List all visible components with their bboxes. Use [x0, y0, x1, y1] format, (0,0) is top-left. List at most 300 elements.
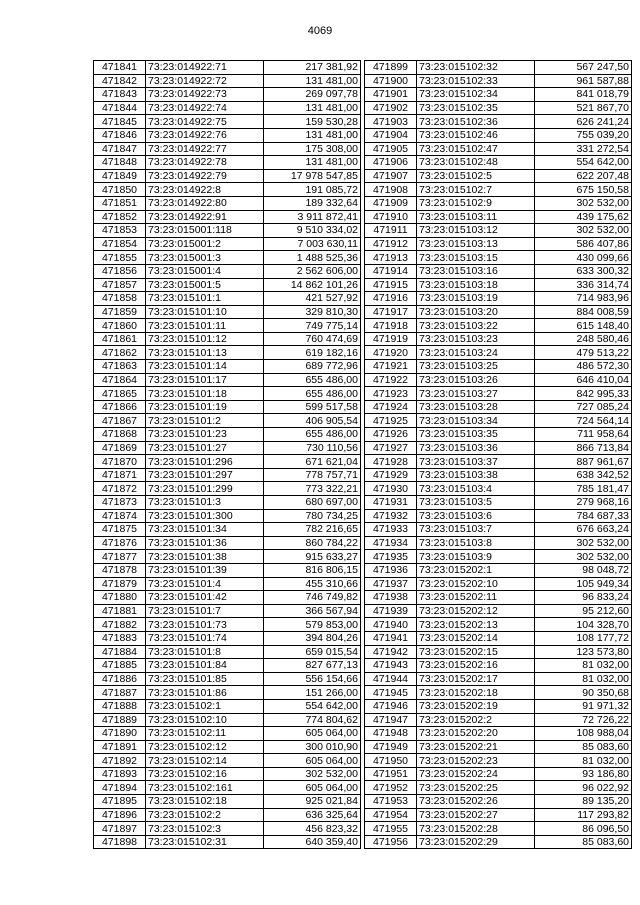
row-number-cell: 471873: [94, 496, 146, 510]
table-row: [94, 169, 361, 183]
value-cell: 85 083,60: [535, 740, 632, 754]
cadastral-number-cell: 73:23:015001:3: [146, 251, 264, 265]
value-cell: 456 823,32: [264, 822, 361, 836]
row-number-cell: 471933: [365, 523, 417, 537]
table-row: [94, 305, 361, 319]
table-row: [365, 224, 632, 238]
cadastral-number-cell: 73:23:015102:48: [417, 156, 535, 170]
cadastral-number-cell: 73:23:015202:21: [417, 740, 535, 754]
value-cell: 104 328,70: [535, 618, 632, 632]
row-number-cell: 471859: [94, 305, 146, 319]
cadastral-number-cell: 73:23:015103:28: [417, 400, 535, 414]
value-cell: 785 181,47: [535, 482, 632, 496]
value-cell: 773 322,21: [264, 482, 361, 496]
table-row: [365, 319, 632, 333]
row-number-cell: 471864: [94, 373, 146, 387]
table-row: [365, 713, 632, 727]
table-row: [94, 699, 361, 713]
row-number-cell: 471942: [365, 645, 417, 659]
cadastral-number-cell: 73:23:015101:296: [146, 455, 264, 469]
row-number-cell: 471907: [365, 169, 417, 183]
cadastral-number-cell: 73:23:015101:3: [146, 496, 264, 510]
value-cell: 866 713,84: [535, 441, 632, 455]
table-row: [94, 536, 361, 550]
row-number-cell: 471899: [365, 61, 417, 75]
row-number-cell: 471844: [94, 101, 146, 115]
table-row: [94, 88, 361, 102]
cadastral-number-cell: 73:23:014922:76: [146, 128, 264, 142]
cadastral-number-cell: 73:23:015102:3: [146, 822, 264, 836]
value-cell: 638 342,52: [535, 468, 632, 482]
row-number-cell: 471935: [365, 550, 417, 564]
table-row: [365, 672, 632, 686]
cadastral-number-cell: 73:23:014922:78: [146, 156, 264, 170]
table-row: [365, 468, 632, 482]
row-number-cell: 471938: [365, 591, 417, 605]
cadastral-number-cell: 73:23:015101:1: [146, 292, 264, 306]
value-cell: 269 097,78: [264, 88, 361, 102]
value-cell: 430 099,66: [535, 251, 632, 265]
value-cell: 887 961,67: [535, 455, 632, 469]
table-row: [94, 672, 361, 686]
cadastral-number-cell: 73:23:015103:34: [417, 414, 535, 428]
table-row: [94, 686, 361, 700]
value-cell: 81 032,00: [535, 659, 632, 673]
table-row: [365, 183, 632, 197]
table-row: [365, 767, 632, 781]
cadastral-number-cell: 73:23:015202:20: [417, 727, 535, 741]
row-number-cell: 471940: [365, 618, 417, 632]
row-number-cell: 471903: [365, 115, 417, 129]
value-cell: 884 008,59: [535, 305, 632, 319]
row-number-cell: 471909: [365, 196, 417, 210]
cadastral-number-cell: 73:23:015103:6: [417, 509, 535, 523]
cadastral-number-cell: 73:23:015103:15: [417, 251, 535, 265]
value-cell: 108 988,04: [535, 727, 632, 741]
row-number-cell: 471892: [94, 754, 146, 768]
row-number-cell: 471937: [365, 577, 417, 591]
table-row: [94, 808, 361, 822]
row-number-cell: 471895: [94, 795, 146, 809]
table-row: [365, 618, 632, 632]
value-cell: 626 241,24: [535, 115, 632, 129]
value-cell: 659 015,54: [264, 645, 361, 659]
row-number-cell: 471887: [94, 686, 146, 700]
cadastral-number-cell: 73:23:015102:18: [146, 795, 264, 809]
cadastral-number-cell: 73:23:015101:84: [146, 659, 264, 673]
value-cell: 714 983,96: [535, 292, 632, 306]
table-row: [94, 482, 361, 496]
cadastral-number-cell: 73:23:015101:36: [146, 536, 264, 550]
table-row: [94, 441, 361, 455]
cadastral-number-cell: 73:23:015103:24: [417, 346, 535, 360]
value-cell: 2 562 606,00: [264, 264, 361, 278]
value-cell: 439 175,62: [535, 210, 632, 224]
cadastral-number-cell: 73:23:015102:161: [146, 781, 264, 795]
table-row: [365, 210, 632, 224]
cadastral-number-cell: 73:23:015101:18: [146, 387, 264, 401]
row-number-cell: 471928: [365, 455, 417, 469]
value-cell: 89 135,20: [535, 795, 632, 809]
row-number-cell: 471918: [365, 319, 417, 333]
row-number-cell: 471946: [365, 699, 417, 713]
value-cell: 131 481,00: [264, 156, 361, 170]
table-row: [365, 591, 632, 605]
cadastral-number-cell: 73:23:015102:32: [417, 61, 535, 75]
cadastral-number-cell: 73:23:015103:23: [417, 332, 535, 346]
table-row: [365, 373, 632, 387]
cadastral-number-cell: 73:23:015103:20: [417, 305, 535, 319]
table-row: [365, 496, 632, 510]
value-cell: 774 804,62: [264, 713, 361, 727]
cadastral-number-cell: 73:23:015101:23: [146, 428, 264, 442]
table-row: [94, 61, 361, 75]
cadastral-number-cell: 73:23:015202:11: [417, 591, 535, 605]
row-number-cell: 471949: [365, 740, 417, 754]
value-cell: 841 018,79: [535, 88, 632, 102]
row-number-cell: 471915: [365, 278, 417, 292]
row-number-cell: 471947: [365, 713, 417, 727]
value-cell: 455 310,66: [264, 577, 361, 591]
page-number: 4069: [307, 25, 333, 37]
value-cell: 421 527,92: [264, 292, 361, 306]
table-row: [365, 645, 632, 659]
cadastral-number-cell: 73:23:015101:13: [146, 346, 264, 360]
row-number-cell: 471862: [94, 346, 146, 360]
row-number-cell: 471868: [94, 428, 146, 442]
row-number-cell: 471874: [94, 509, 146, 523]
cadastral-number-cell: 73:23:015101:4: [146, 577, 264, 591]
cadastral-number-cell: 73:23:015202:14: [417, 631, 535, 645]
table-row: [94, 156, 361, 170]
row-number-cell: 471851: [94, 196, 146, 210]
value-cell: 925 021,84: [264, 795, 361, 809]
value-cell: 860 784,22: [264, 536, 361, 550]
row-number-cell: 471889: [94, 713, 146, 727]
row-number-cell: 471880: [94, 591, 146, 605]
value-cell: 302 532,00: [264, 767, 361, 781]
value-cell: 680 697,00: [264, 496, 361, 510]
value-cell: 486 572,30: [535, 360, 632, 374]
table-row: [94, 795, 361, 809]
cadastral-number-cell: 73:23:015101:7: [146, 604, 264, 618]
value-cell: 159 530,28: [264, 115, 361, 129]
cadastral-number-cell: 73:23:015101:14: [146, 360, 264, 374]
value-cell: 394 804,26: [264, 631, 361, 645]
table-row: [94, 563, 361, 577]
table-row: [94, 128, 361, 142]
cadastral-number-cell: 73:23:015101:34: [146, 523, 264, 537]
cadastral-number-cell: 73:23:015102:12: [146, 740, 264, 754]
row-number-cell: 471858: [94, 292, 146, 306]
cadastral-number-cell: 73:23:015001:2: [146, 237, 264, 251]
table-row: [94, 224, 361, 238]
table-row: [365, 332, 632, 346]
cadastral-number-cell: 73:23:015103:9: [417, 550, 535, 564]
table-row: [94, 428, 361, 442]
table-row: [94, 319, 361, 333]
table-row: [94, 509, 361, 523]
value-cell: 91 971,32: [535, 699, 632, 713]
cadastral-number-cell: 73:23:015101:27: [146, 441, 264, 455]
row-number-cell: 471856: [94, 264, 146, 278]
value-cell: 1 488 525,36: [264, 251, 361, 265]
cadastral-number-cell: 73:23:015102:35: [417, 101, 535, 115]
row-number-cell: 471936: [365, 563, 417, 577]
value-cell: 646 410,04: [535, 373, 632, 387]
table-row: [94, 183, 361, 197]
table-row: [365, 727, 632, 741]
value-cell: 711 958,64: [535, 428, 632, 442]
value-cell: 778 757,71: [264, 468, 361, 482]
table-row: [94, 659, 361, 673]
table-right-body: [365, 61, 632, 849]
cadastral-number-cell: 73:23:015103:11: [417, 210, 535, 224]
table-row: [94, 645, 361, 659]
value-cell: 117 293,82: [535, 808, 632, 822]
table-left-body: [94, 61, 361, 849]
cadastral-number-cell: 73:23:015202:29: [417, 835, 535, 849]
row-number-cell: 471897: [94, 822, 146, 836]
row-number-cell: 471924: [365, 400, 417, 414]
value-cell: 586 407,86: [535, 237, 632, 251]
row-number-cell: 471917: [365, 305, 417, 319]
value-cell: 567 247,50: [535, 61, 632, 75]
table-row: [94, 292, 361, 306]
cadastral-number-cell: 73:23:015101:17: [146, 373, 264, 387]
row-number-cell: 471879: [94, 577, 146, 591]
table-row: [365, 577, 632, 591]
value-cell: 755 039,20: [535, 128, 632, 142]
cadastral-number-cell: 73:23:015101:300: [146, 509, 264, 523]
value-cell: 605 064,00: [264, 781, 361, 795]
value-cell: 780 734,25: [264, 509, 361, 523]
value-cell: 816 806,15: [264, 563, 361, 577]
cadastral-number-cell: 73:23:015103:35: [417, 428, 535, 442]
cadastral-number-cell: 73:23:015102:9: [417, 196, 535, 210]
value-cell: 302 532,00: [535, 224, 632, 238]
row-number-cell: 471886: [94, 672, 146, 686]
table-row: [365, 101, 632, 115]
cadastral-number-cell: 73:23:015202:1: [417, 563, 535, 577]
value-cell: 85 083,60: [535, 835, 632, 849]
cadastral-number-cell: 73:23:015103:19: [417, 292, 535, 306]
row-number-cell: 471846: [94, 128, 146, 142]
value-cell: 7 003 630,11: [264, 237, 361, 251]
table-row: [94, 767, 361, 781]
value-cell: 406 905,54: [264, 414, 361, 428]
value-cell: 366 567,94: [264, 604, 361, 618]
value-cell: 96 022,92: [535, 781, 632, 795]
value-cell: 131 481,00: [264, 128, 361, 142]
table-row: [365, 455, 632, 469]
value-cell: 331 272,54: [535, 142, 632, 156]
value-cell: 81 032,00: [535, 754, 632, 768]
row-number-cell: 471845: [94, 115, 146, 129]
value-cell: 131 481,00: [264, 101, 361, 115]
value-cell: 302 532,00: [535, 536, 632, 550]
cadastral-number-cell: 73:23:015103:16: [417, 264, 535, 278]
table-row: [94, 591, 361, 605]
table-row: [94, 264, 361, 278]
cadastral-number-cell: 73:23:015202:10: [417, 577, 535, 591]
table-row: [365, 196, 632, 210]
cadastral-number-cell: 73:23:015202:19: [417, 699, 535, 713]
table-row: [365, 61, 632, 75]
cadastral-number-cell: 73:23:015102:16: [146, 767, 264, 781]
row-number-cell: 471956: [365, 835, 417, 849]
row-number-cell: 471848: [94, 156, 146, 170]
cadastral-number-cell: 73:23:015202:24: [417, 767, 535, 781]
value-cell: 961 587,88: [535, 74, 632, 88]
cadastral-number-cell: 73:23:015001:5: [146, 278, 264, 292]
row-number-cell: 471945: [365, 686, 417, 700]
cadastral-number-cell: 73:23:015103:25: [417, 360, 535, 374]
cadastral-number-cell: 73:23:015102:11: [146, 727, 264, 741]
value-cell: 915 633,27: [264, 550, 361, 564]
cadastral-number-cell: 73:23:015101:38: [146, 550, 264, 564]
row-number-cell: 471929: [365, 468, 417, 482]
row-number-cell: 471863: [94, 360, 146, 374]
cadastral-number-cell: 73:23:015101:42: [146, 591, 264, 605]
table-row: [94, 346, 361, 360]
table-row: [94, 468, 361, 482]
table-row: [365, 631, 632, 645]
table-row: [365, 550, 632, 564]
value-cell: 554 642,00: [535, 156, 632, 170]
cadastral-number-cell: 73:23:015202:18: [417, 686, 535, 700]
cadastral-number-cell: 73:23:015101:39: [146, 563, 264, 577]
table-row: [365, 536, 632, 550]
table-row: [94, 251, 361, 265]
value-cell: 248 580,46: [535, 332, 632, 346]
row-number-cell: 471905: [365, 142, 417, 156]
value-cell: 479 513,22: [535, 346, 632, 360]
cadastral-number-cell: 73:23:015101:299: [146, 482, 264, 496]
cadastral-number-cell: 73:23:015102:31: [146, 835, 264, 849]
row-number-cell: 471866: [94, 400, 146, 414]
cadastral-number-cell: 73:23:014922:8: [146, 183, 264, 197]
value-cell: 727 085,24: [535, 400, 632, 414]
value-cell: 622 207,48: [535, 169, 632, 183]
value-cell: 842 995,33: [535, 387, 632, 401]
row-number-cell: 471944: [365, 672, 417, 686]
table-row: [365, 604, 632, 618]
row-number-cell: 471861: [94, 332, 146, 346]
table-row: [94, 414, 361, 428]
row-number-cell: 471948: [365, 727, 417, 741]
row-number-cell: 471893: [94, 767, 146, 781]
value-cell: 95 212,60: [535, 604, 632, 618]
table-row: [94, 400, 361, 414]
cadastral-number-cell: 73:23:015103:38: [417, 468, 535, 482]
cadastral-number-cell: 73:23:015101:86: [146, 686, 264, 700]
row-number-cell: 471931: [365, 496, 417, 510]
row-number-cell: 471927: [365, 441, 417, 455]
row-number-cell: 471954: [365, 808, 417, 822]
value-cell: 521 867,70: [535, 101, 632, 115]
value-cell: 72 726,22: [535, 713, 632, 727]
row-number-cell: 471850: [94, 183, 146, 197]
value-cell: 96 833,24: [535, 591, 632, 605]
row-number-cell: 471932: [365, 509, 417, 523]
cadastral-number-cell: 73:23:015103:5: [417, 496, 535, 510]
table-row: [94, 550, 361, 564]
value-cell: 151 266,00: [264, 686, 361, 700]
table-row: [365, 835, 632, 849]
cadastral-number-cell: 73:23:014922:71: [146, 61, 264, 75]
table-row: [365, 88, 632, 102]
table-row: [365, 387, 632, 401]
table-row: [94, 822, 361, 836]
value-cell: 746 749,82: [264, 591, 361, 605]
table-row: [94, 631, 361, 645]
row-number-cell: 471910: [365, 210, 417, 224]
cadastral-number-cell: 73:23:015102:7: [417, 183, 535, 197]
row-number-cell: 471902: [365, 101, 417, 115]
value-cell: 14 862 101,26: [264, 278, 361, 292]
value-cell: 329 810,30: [264, 305, 361, 319]
cadastral-number-cell: 73:23:014922:75: [146, 115, 264, 129]
row-number-cell: 471843: [94, 88, 146, 102]
row-number-cell: 471911: [365, 224, 417, 238]
table-row: [94, 727, 361, 741]
row-number-cell: 471855: [94, 251, 146, 265]
row-number-cell: 471890: [94, 727, 146, 741]
cadastral-number-cell: 73:23:014922:73: [146, 88, 264, 102]
row-number-cell: 471881: [94, 604, 146, 618]
row-number-cell: 471908: [365, 183, 417, 197]
cadastral-number-cell: 73:23:014922:72: [146, 74, 264, 88]
table-row: [365, 346, 632, 360]
cadastral-number-cell: 73:23:015102:47: [417, 142, 535, 156]
table-row: [365, 482, 632, 496]
row-number-cell: 471950: [365, 754, 417, 768]
value-cell: 655 486,00: [264, 428, 361, 442]
table-row: [94, 74, 361, 88]
table-row: [94, 210, 361, 224]
cadastral-number-cell: 73:23:015202:13: [417, 618, 535, 632]
table-row: [365, 115, 632, 129]
cadastral-number-cell: 73:23:015103:7: [417, 523, 535, 537]
table-row: [365, 754, 632, 768]
cadastral-number-cell: 73:23:015103:8: [417, 536, 535, 550]
row-number-cell: 471882: [94, 618, 146, 632]
row-number-cell: 471853: [94, 224, 146, 238]
value-cell: 217 381,92: [264, 61, 361, 75]
row-number-cell: 471916: [365, 292, 417, 306]
table-row: [94, 781, 361, 795]
value-cell: 108 177,72: [535, 631, 632, 645]
cadastral-number-cell: 73:23:015202:2: [417, 713, 535, 727]
table-row: [94, 618, 361, 632]
table-row: [94, 455, 361, 469]
value-cell: 556 154,66: [264, 672, 361, 686]
table-row: [365, 414, 632, 428]
table-row: [365, 292, 632, 306]
table-row: [365, 74, 632, 88]
table-row: [94, 740, 361, 754]
cadastral-number-cell: 73:23:015101:74: [146, 631, 264, 645]
row-number-cell: 471919: [365, 332, 417, 346]
cadastral-number-cell: 73:23:015101:11: [146, 319, 264, 333]
value-cell: 3 911 872,41: [264, 210, 361, 224]
value-cell: 579 853,00: [264, 618, 361, 632]
row-number-cell: 471939: [365, 604, 417, 618]
cadastral-number-cell: 73:23:015102:34: [417, 88, 535, 102]
row-number-cell: 471914: [365, 264, 417, 278]
value-cell: 302 532,00: [535, 196, 632, 210]
